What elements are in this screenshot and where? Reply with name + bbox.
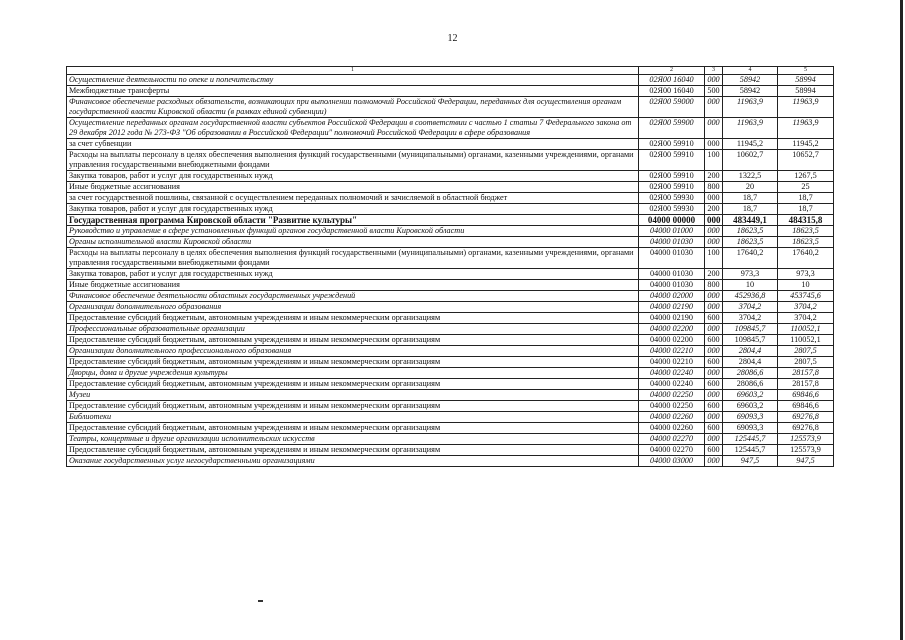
row-value-2020-cell: 125573,9 — [778, 445, 834, 456]
row-code-cell: 04000 01000 — [639, 226, 705, 237]
table-row — [67, 390, 834, 401]
row-value-2020-cell: 484315,8 — [778, 215, 834, 226]
row-code-cell: 04000 02000 — [639, 291, 705, 302]
row-type-cell: 000 — [705, 302, 723, 313]
table-row — [67, 139, 834, 150]
row-code-cell: 04000 01030 — [639, 248, 705, 269]
row-code-cell: 04000 02270 — [639, 434, 705, 445]
scan-artifact — [258, 600, 263, 602]
row-value-2019-cell: 18623,5 — [723, 237, 778, 248]
row-name-cell: Дворцы, дома и другие учреждения культуры — [67, 368, 639, 379]
row-type-cell: 500 — [705, 86, 723, 97]
row-value-2020-cell: 69276,8 — [778, 423, 834, 434]
row-name-cell: Предоставление субсидий бюджетным, автономным учреждениям и иным некоммерческим организациям — [67, 401, 639, 412]
row-value-2020-cell: 69276,8 — [778, 412, 834, 423]
row-value-2019-cell: 947,5 — [723, 456, 778, 467]
row-name-cell: Предоставление субсидий бюджетным, автономным учреждениям и иным некоммерческим организациям — [67, 445, 639, 456]
row-code-cell: 02Я00 59910 — [639, 150, 705, 171]
table-row — [67, 445, 834, 456]
row-value-2020-cell: 69846,6 — [778, 390, 834, 401]
row-name-cell: Финансовое обеспечение расходных обязательств, возникающих при выполнении полномочий Российской Федерации, переданных для осуществления органам государственной власти Кировской области (в рамках единой субвенции) — [67, 97, 639, 118]
row-value-2019-cell: 69603,2 — [723, 390, 778, 401]
row-value-2019-cell: 10602,7 — [723, 150, 778, 171]
table-row — [67, 150, 834, 171]
row-type-cell: 000 — [705, 291, 723, 302]
row-value-2020-cell: 973,3 — [778, 269, 834, 280]
row-type-cell: 000 — [705, 193, 723, 204]
row-name-cell: Расходы на выплаты персоналу в целях обеспечения выполнения функций государственными (муниципальными) органами, казенными учреждениями, органами управления государственными внебюджетными фондами — [67, 150, 639, 171]
table-row — [67, 335, 834, 346]
table-row — [67, 237, 834, 248]
table-row — [67, 86, 834, 97]
row-code-cell: 02Я00 59930 — [639, 204, 705, 215]
row-value-2019-cell: 125445,7 — [723, 434, 778, 445]
row-name-cell: Государственная программа Кировской области "Развитие культуры" — [67, 215, 639, 226]
row-value-2019-cell: 109845,7 — [723, 335, 778, 346]
row-type-cell: 100 — [705, 150, 723, 171]
table-row — [67, 368, 834, 379]
row-type-cell: 000 — [705, 368, 723, 379]
row-code-cell: 04000 02190 — [639, 302, 705, 313]
row-value-2019-cell: 1322,5 — [723, 171, 778, 182]
row-value-2019-cell: 17640,2 — [723, 248, 778, 269]
column-header-4: 4 — [723, 67, 778, 75]
row-name-cell: Оказание государственных услуг негосударственными организациями — [67, 456, 639, 467]
row-name-cell: Предоставление субсидий бюджетным, автономным учреждениям и иным некоммерческим организациям — [67, 423, 639, 434]
row-value-2019-cell: 452936,8 — [723, 291, 778, 302]
column-number-row — [67, 67, 834, 75]
row-value-2019-cell: 109845,7 — [723, 324, 778, 335]
row-value-2019-cell: 58942 — [723, 86, 778, 97]
row-value-2020-cell: 11945,2 — [778, 139, 834, 150]
row-value-2020-cell: 110052,1 — [778, 324, 834, 335]
row-code-cell: 02Я00 59000 — [639, 97, 705, 118]
row-code-cell: 04000 01030 — [639, 237, 705, 248]
table-row — [67, 357, 834, 368]
row-value-2019-cell: 483449,1 — [723, 215, 778, 226]
row-value-2020-cell: 3704,2 — [778, 302, 834, 313]
row-type-cell: 100 — [705, 248, 723, 269]
row-value-2020-cell: 11963,9 — [778, 97, 834, 118]
row-type-cell: 000 — [705, 215, 723, 226]
row-value-2020-cell: 17640,2 — [778, 248, 834, 269]
table-row — [67, 412, 834, 423]
row-code-cell: 04000 02240 — [639, 379, 705, 390]
row-value-2019-cell: 10 — [723, 280, 778, 291]
row-name-cell: Музеи — [67, 390, 639, 401]
row-value-2020-cell: 18623,5 — [778, 226, 834, 237]
row-code-cell: 04000 01030 — [639, 269, 705, 280]
row-value-2019-cell: 125445,7 — [723, 445, 778, 456]
row-name-cell: Организации дополнительного профессионального образования — [67, 346, 639, 357]
row-code-cell: 04000 01030 — [639, 280, 705, 291]
table-row — [67, 423, 834, 434]
row-name-cell: Закупка товаров, работ и услуг для государственных нужд — [67, 204, 639, 215]
table-row — [67, 346, 834, 357]
row-value-2019-cell: 69093,3 — [723, 412, 778, 423]
row-code-cell: 02Я00 59910 — [639, 139, 705, 150]
row-code-cell: 04000 02250 — [639, 401, 705, 412]
row-code-cell: 04000 02210 — [639, 357, 705, 368]
column-header-2: 2 — [639, 67, 705, 75]
row-type-cell: 600 — [705, 401, 723, 412]
table-row — [67, 248, 834, 269]
row-value-2020-cell: 125573,9 — [778, 434, 834, 445]
row-value-2019-cell: 11963,9 — [723, 97, 778, 118]
row-value-2019-cell: 28086,6 — [723, 368, 778, 379]
row-value-2019-cell: 11945,2 — [723, 139, 778, 150]
row-value-2019-cell: 2804,4 — [723, 346, 778, 357]
table-row — [67, 302, 834, 313]
row-name-cell: Предоставление субсидий бюджетным, автономным учреждениям и иным некоммерческим организациям — [67, 313, 639, 324]
table-row — [67, 456, 834, 467]
row-name-cell: Иные бюджетные ассигнования — [67, 182, 639, 193]
row-name-cell: Межбюджетные трансферты — [67, 86, 639, 97]
row-code-cell: 04000 02260 — [639, 412, 705, 423]
row-code-cell: 04000 02200 — [639, 324, 705, 335]
row-value-2020-cell: 18,7 — [778, 204, 834, 215]
row-value-2020-cell: 28157,8 — [778, 368, 834, 379]
row-name-cell: Предоставление субсидий бюджетным, автономным учреждениям и иным некоммерческим организациям — [67, 357, 639, 368]
row-type-cell: 000 — [705, 412, 723, 423]
row-code-cell: 04000 02270 — [639, 445, 705, 456]
row-value-2020-cell: 18,7 — [778, 193, 834, 204]
column-header-1: 1 — [67, 67, 639, 75]
row-value-2020-cell: 10 — [778, 280, 834, 291]
row-type-cell: 000 — [705, 226, 723, 237]
budget-table — [66, 66, 834, 467]
table-row — [67, 97, 834, 118]
row-type-cell: 600 — [705, 445, 723, 456]
row-code-cell: 02Я00 59930 — [639, 193, 705, 204]
row-type-cell: 000 — [705, 434, 723, 445]
row-type-cell: 000 — [705, 390, 723, 401]
row-type-cell: 000 — [705, 456, 723, 467]
row-value-2020-cell: 58994 — [778, 86, 834, 97]
row-type-cell: 200 — [705, 204, 723, 215]
row-name-cell: Предоставление субсидий бюджетным, автономным учреждениям и иным некоммерческим организациям — [67, 379, 639, 390]
row-name-cell: за счет государственной пошлины, связанной с осуществлением переданных полномочий и зачисляемой в областной бюджет — [67, 193, 639, 204]
row-type-cell: 600 — [705, 423, 723, 434]
table-body — [67, 75, 834, 467]
row-value-2020-cell: 25 — [778, 182, 834, 193]
table-row — [67, 313, 834, 324]
row-value-2019-cell: 20 — [723, 182, 778, 193]
table-row — [67, 401, 834, 412]
table-row — [67, 118, 834, 139]
table-row — [67, 226, 834, 237]
row-value-2020-cell: 10652,7 — [778, 150, 834, 171]
table-row — [67, 75, 834, 86]
row-code-cell: 04000 02250 — [639, 390, 705, 401]
row-type-cell: 000 — [705, 97, 723, 118]
row-name-cell: Иные бюджетные ассигнования — [67, 280, 639, 291]
row-value-2020-cell: 28157,8 — [778, 379, 834, 390]
row-type-cell: 000 — [705, 237, 723, 248]
row-type-cell: 800 — [705, 280, 723, 291]
row-value-2019-cell: 3704,2 — [723, 302, 778, 313]
row-name-cell: Организации дополнительного образования — [67, 302, 639, 313]
row-type-cell: 000 — [705, 75, 723, 86]
row-value-2020-cell: 18623,5 — [778, 237, 834, 248]
row-value-2019-cell: 69093,3 — [723, 423, 778, 434]
row-name-cell: Осуществление деятельности по опеке и попечительству — [67, 75, 639, 86]
table-row — [67, 324, 834, 335]
row-value-2019-cell: 58942 — [723, 75, 778, 86]
row-name-cell: Органы исполнительной власти Кировской области — [67, 237, 639, 248]
table-row — [67, 215, 834, 226]
row-type-cell: 000 — [705, 118, 723, 139]
row-code-cell: 04000 03000 — [639, 456, 705, 467]
row-type-cell: 200 — [705, 269, 723, 280]
table-row — [67, 171, 834, 182]
row-code-cell: 02Я00 59900 — [639, 118, 705, 139]
table-row — [67, 291, 834, 302]
row-name-cell: Закупка товаров, работ и услуг для государственных нужд — [67, 171, 639, 182]
row-value-2019-cell: 28086,6 — [723, 379, 778, 390]
row-name-cell: Руководство и управление в сфере установленных функций органов государственной власти Кировской области — [67, 226, 639, 237]
row-value-2019-cell: 18623,5 — [723, 226, 778, 237]
table-row — [67, 379, 834, 390]
row-code-cell: 02Я00 59910 — [639, 171, 705, 182]
table-row — [67, 193, 834, 204]
row-name-cell: Осуществление переданных органам государственной власти субъектов Российской Федерации в соответствии с частью 1 статьи 7 Федерального закона от 29 декабря 2012 года № 273-ФЗ "Об образовании в Российской Федерации" полномочий Российской Федерации в сфере образования — [67, 118, 639, 139]
row-value-2019-cell: 18,7 — [723, 204, 778, 215]
row-value-2020-cell: 453745,6 — [778, 291, 834, 302]
row-value-2019-cell: 973,3 — [723, 269, 778, 280]
row-value-2020-cell: 1267,5 — [778, 171, 834, 182]
row-name-cell: за счет субвенции — [67, 139, 639, 150]
row-type-cell: 200 — [705, 171, 723, 182]
table-row — [67, 182, 834, 193]
row-type-cell: 000 — [705, 324, 723, 335]
row-code-cell: 04000 00000 — [639, 215, 705, 226]
row-value-2019-cell: 11963,9 — [723, 118, 778, 139]
page-number: 12 — [447, 33, 458, 44]
row-name-cell: Расходы на выплаты персоналу в целях обеспечения выполнения функций государственными (муниципальными) органами, казенными учреждениями, органами управления государственными внебюджетными фондами — [67, 248, 639, 269]
row-value-2019-cell: 18,7 — [723, 193, 778, 204]
row-code-cell: 04000 02200 — [639, 335, 705, 346]
row-code-cell: 02Я00 16040 — [639, 75, 705, 86]
row-code-cell: 02Я00 16040 — [639, 86, 705, 97]
column-header-5: 5 — [778, 67, 834, 75]
row-code-cell: 04000 02240 — [639, 368, 705, 379]
row-value-2020-cell: 3704,2 — [778, 313, 834, 324]
row-value-2020-cell: 2807,5 — [778, 357, 834, 368]
column-header-3: 3 — [705, 67, 723, 75]
row-type-cell: 600 — [705, 379, 723, 390]
table-row — [67, 434, 834, 445]
row-code-cell: 04000 02210 — [639, 346, 705, 357]
row-type-cell: 600 — [705, 335, 723, 346]
row-code-cell: 02Я00 59910 — [639, 182, 705, 193]
row-value-2020-cell: 69846,6 — [778, 401, 834, 412]
row-value-2019-cell: 2804,4 — [723, 357, 778, 368]
row-value-2020-cell: 58994 — [778, 75, 834, 86]
table-row — [67, 204, 834, 215]
row-value-2020-cell: 947,5 — [778, 456, 834, 467]
row-type-cell: 000 — [705, 139, 723, 150]
row-type-cell: 600 — [705, 357, 723, 368]
row-value-2019-cell: 3704,2 — [723, 313, 778, 324]
row-value-2020-cell: 11963,9 — [778, 118, 834, 139]
row-name-cell: Библиотеки — [67, 412, 639, 423]
row-value-2019-cell: 69603,2 — [723, 401, 778, 412]
row-name-cell: Предоставление субсидий бюджетным, автономным учреждениям и иным некоммерческим организациям — [67, 335, 639, 346]
row-type-cell: 000 — [705, 346, 723, 357]
row-name-cell: Финансовое обеспечение деятельности областных государственных учреждений — [67, 291, 639, 302]
row-name-cell: Театры, концертные и другие организации исполнительских искусств — [67, 434, 639, 445]
row-code-cell: 04000 02190 — [639, 313, 705, 324]
row-value-2020-cell: 110052,1 — [778, 335, 834, 346]
row-name-cell: Профессиональные образовательные организации — [67, 324, 639, 335]
row-name-cell: Закупка товаров, работ и услуг для государственных нужд — [67, 269, 639, 280]
table-row — [67, 280, 834, 291]
row-type-cell: 800 — [705, 182, 723, 193]
row-code-cell: 04000 02260 — [639, 423, 705, 434]
row-value-2020-cell: 2807,5 — [778, 346, 834, 357]
row-type-cell: 600 — [705, 313, 723, 324]
table-row — [67, 269, 834, 280]
page-edge-shadow — [900, 0, 903, 640]
